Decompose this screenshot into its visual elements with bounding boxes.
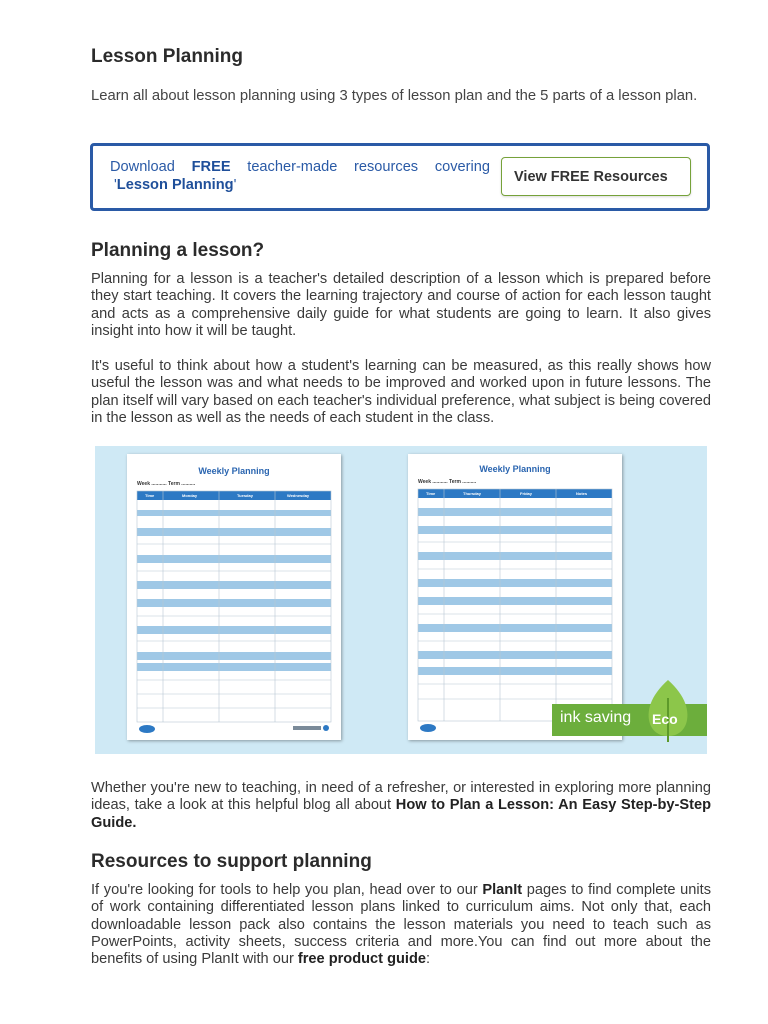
how-to-plan-link[interactable]: How to Plan a Lesson: An Easy Step-by-Step Guide. bbox=[91, 797, 711, 831]
svg-text:Thursday: Thursday bbox=[463, 491, 482, 496]
promo-free: FREE bbox=[191, 159, 231, 175]
paragraph-new-to-teaching: Whether you're new to teaching, in need of a refresher, or interested in exploring more planning ideas, take a look at this helpful blog all about How to Plan a Lesson: An Easy Step-by-Step Guide. bbox=[91, 780, 711, 831]
sheet-meta: Week ........... Term .......... bbox=[137, 481, 196, 487]
eco-label: Eco bbox=[652, 711, 678, 727]
free-product-guide-link[interactable]: free product guide bbox=[297, 951, 426, 968]
planning-sheet-left bbox=[127, 454, 341, 740]
resources-promo-box bbox=[90, 143, 710, 211]
svg-text:Monday: Monday bbox=[182, 493, 198, 498]
sheet-meta: Week ........... Term .......... bbox=[418, 479, 477, 485]
weekly-planning-image bbox=[95, 446, 707, 754]
sheet-title: Weekly Planning bbox=[198, 466, 270, 476]
svg-text:Time: Time bbox=[426, 491, 436, 496]
intro-paragraph: Learn all about lesson planning using 3 types of lesson plan and the 5 parts of a lesson plan. bbox=[91, 88, 698, 104]
planning-grid-right bbox=[408, 454, 622, 740]
svg-text:Tuesday: Tuesday bbox=[237, 493, 253, 498]
promo-text: Download FREE teacher-made resources covering bbox=[110, 159, 490, 175]
planning-grid-left bbox=[127, 454, 341, 740]
promo-topic-link[interactable]: Lesson Planning bbox=[116, 177, 234, 193]
section-heading-resources: Resources to support planning bbox=[91, 851, 372, 872]
sheet-title: Weekly Planning bbox=[479, 464, 551, 474]
ink-saving-banner: ink saving bbox=[552, 704, 707, 736]
svg-text:Notes: Notes bbox=[576, 491, 588, 496]
paragraph-definition: Planning for a lesson is a teacher's detailed description of a lesson which is prepared before they start teaching. It covers the learning trajectory and course of action for each lesson taught and acts as a comprehensive daily guide for what students are going to learn. It also gives insight into how it will be taught. bbox=[91, 271, 711, 339]
planit-link[interactable]: PlanIt bbox=[482, 882, 523, 898]
planning-sheet-right bbox=[408, 454, 622, 740]
paragraph-measurement: It's useful to think about how a student's learning can be measured, as this really shows how useful the lesson was and what needs to be improved and worked upon in future lessons. The plan itself will vary based on each teacher's individual preference, what subject is being covered in the lesson as well as the needs of each student in the class. bbox=[91, 358, 711, 426]
paragraph-resources: If you're looking for tools to help you plan, head over to our PlanIt pages to find complete units of work containing differentiated lesson plans linked to curriculum aims. Not only that, each downloadable lesson pack also contains the lesson materials you need to teach such as PowerPoints, activity sheets, success criteria and more.You can find out more about the benefits of using PlanIt with our free product guide: bbox=[91, 882, 711, 968]
page-title: Lesson Planning bbox=[91, 46, 244, 67]
promo-topic-line: 'Lesson Planning' bbox=[114, 177, 237, 193]
svg-text:Time: Time bbox=[145, 493, 155, 498]
eco-leaf-icon bbox=[646, 678, 690, 742]
svg-text:Friday: Friday bbox=[520, 491, 533, 496]
view-free-resources-button[interactable]: View FREE Resources bbox=[501, 157, 691, 196]
svg-text:Wednesday: Wednesday bbox=[287, 493, 310, 498]
section-heading-planning: Planning a lesson? bbox=[91, 240, 265, 261]
